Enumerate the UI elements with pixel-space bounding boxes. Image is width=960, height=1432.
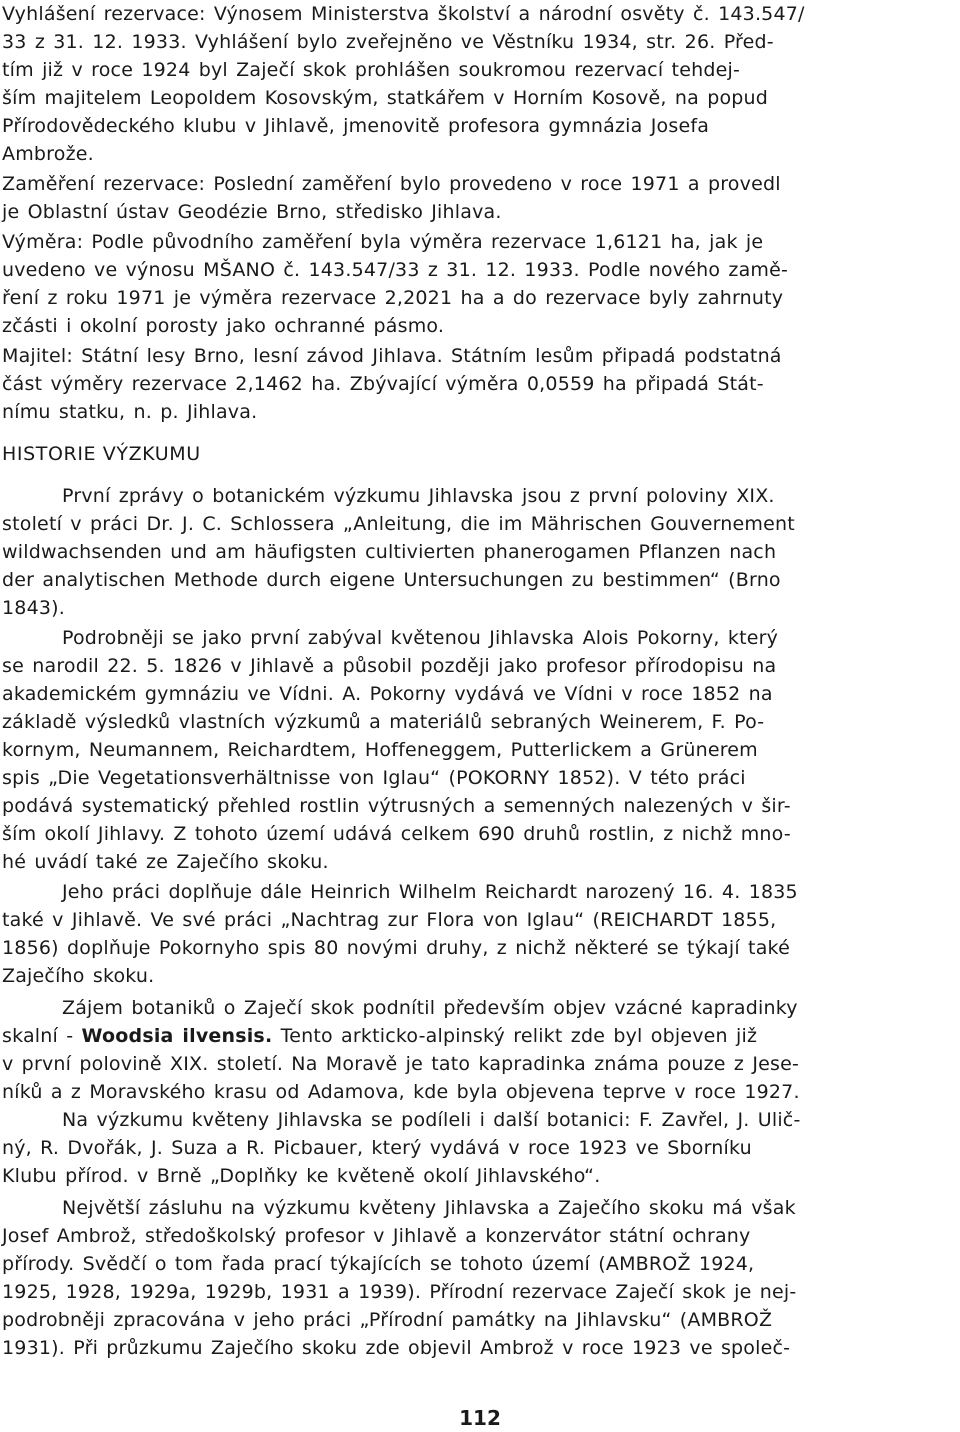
text-line: níků a z Moravského krasu od Adamova, kde byla objevena teprve v roce 1927. (2, 1081, 800, 1103)
text-line: hé uvádí také ze Zaječího skoku. (2, 851, 329, 873)
text-line: ný, R. Dvořák, J. Suza a R. Picbauer, který vydává v roce 1923 ve Sborníku (2, 1137, 752, 1159)
text-line: 1925, 1928, 1929a, 1929b, 1931 a 1939). Přírodní rezervace Zaječí skok je nej- (2, 1281, 797, 1303)
text-line: Josef Ambrož, středoškolský profesor v Jihlavě a konzervátor státní ochrany (2, 1225, 751, 1247)
text-line: 1931). Při průzkumu Zaječího skoku zde objevil Ambrož v roce 1923 ve společ- (2, 1337, 791, 1359)
text-line: ření z roku 1971 je výměra rezervace 2,2021 ha a do rezervace byly zahrnuty (2, 287, 784, 309)
text-line: 1856) doplňuje Pokornyho spis 80 novými druhy, z nichž některé se týkají také (2, 937, 790, 959)
text-line: Největší zásluhu na výzkumu květeny Jihlavska a Zaječího skoku má však (62, 1197, 796, 1219)
text-line: se narodil 22. 5. 1826 v Jihlavě a působil později jako profesor přírodopisu na (2, 655, 777, 677)
text-line: je Oblastní ústav Geodézie Brno, středisko Jihlava. (2, 201, 502, 223)
text-line-species (2, 1022, 958, 1050)
text-line: Vyhlášení rezervace: Výnosem Ministerstva školství a národní osvěty č. 143.547/ (2, 3, 805, 25)
text-line: der analytischen Methode durch eigene Untersuchungen zu bestimmen“ (Brno (2, 569, 781, 591)
text-line: Jeho práci doplňuje dále Heinrich Wilhelm Reichardt narozený 16. 4. 1835 (62, 881, 798, 903)
text-line: podrobněji zpracována v jeho práci „Přírodní památky na Jihlavsku“ (AMBROŽ (2, 1309, 773, 1331)
text-line: ším okolí Jihlavy. Z tohoto území udává celkem 690 druhů rostlin, z nichž mno- (2, 823, 791, 845)
text-line: nímu statku, n. p. Jihlava. (2, 401, 258, 423)
text-line: Zaječího skoku. (2, 965, 155, 987)
text-line: základě výsledků vlastních výzkumů a materiálů sebraných Weinerem, F. Po- (2, 711, 765, 733)
text-line: Zaměření rezervace: Poslední zaměření bylo provedeno v roce 1971 a provedl (2, 173, 781, 195)
text-line: uvedeno ve výnosu MŠANO č. 143.547/33 z 31. 12. 1933. Podle nového zamě- (2, 259, 789, 281)
text-line: První zprávy o botanickém výzkumu Jihlavska jsou z první poloviny XIX. (62, 485, 775, 507)
text-line: Klubu přírod. v Brně „Doplňky ke květeně okolí Jihlavského“. (2, 1165, 601, 1187)
text-line: Přírodovědeckého klubu v Jihlavě, jmenovitě profesora gymnázia Josefa (2, 115, 710, 137)
page-number: 112 (459, 1406, 501, 1430)
text-line: také v Jihlavě. Ve své práci „Nachtrag zur Flora von Iglau“ (REICHARDT 1855, (2, 909, 777, 931)
text-line: tím již v roce 1924 byl Zaječí skok prohlášen soukromou rezervací tehdej- (2, 59, 741, 81)
text-line: podává systematický přehled rostlin výtrusných a semenných nalezených v šir- (2, 795, 791, 817)
section-heading: HISTORIE VÝZKUMU (2, 443, 201, 465)
text-line: Zájem botaniků o Zaječí skok podnítil především objev vzácné kapradinky (62, 997, 798, 1019)
text-line: akademickém gymnáziu ve Vídni. A. Pokorny vydává ve Vídni v roce 1852 na (2, 683, 773, 705)
text-line: zčásti i okolní porosty jako ochranné pásmo. (2, 315, 445, 337)
text-line: 1843). (2, 597, 66, 619)
text-fragment: Tento arkticko-alpinský relikt zde byl objeven již (272, 1025, 758, 1047)
text-line: Podrobněji se jako první zabýval květenou Jihlavska Alois Pokorny, který (62, 627, 779, 649)
text-line: přírody. Svědčí o tom řada prací týkajících se tohoto území (AMBROŽ 1924, (2, 1253, 755, 1275)
text-line: ším majitelem Leopoldem Kosovským, statkářem v Horním Kosově, na popud (2, 87, 769, 109)
species-name-bold: Woodsia ilvensis. (81, 1025, 273, 1047)
text-line: Na výzkumu květeny Jihlavska se podíleli i další botanici: F. Zavřel, J. Ulič- (62, 1109, 801, 1131)
text-line: wildwachsenden und am häufigsten cultivierten phanerogamen Pflanzen nach (2, 541, 777, 563)
text-fragment: skalní - (2, 1025, 82, 1047)
text-line: Ambrože. (2, 143, 94, 165)
text-line: v první polovině XIX. století. Na Moravě je tato kapradinka známa pouze z Jese- (2, 1053, 800, 1075)
text-line: spis „Die Vegetationsverhältnisse von Iglau“ (POKORNY 1852). V této práci (2, 767, 746, 789)
text-line: kornym, Neumannem, Reichardtem, Hoffeneggem, Putterlickem a Grünerem (2, 739, 758, 761)
text-line: Majitel: Státní lesy Brno, lesní závod Jihlava. Státním lesům připadá podstatná (2, 345, 782, 367)
text-line: století v práci Dr. J. C. Schlossera „Anleitung, die im Mährischen Gouvernement (2, 513, 795, 535)
text-line: část výměry rezervace 2,1462 ha. Zbývající výměra 0,0559 ha připadá Stát- (2, 373, 764, 395)
text-line: Výměra: Podle původního zaměření byla výměra rezervace 1,6121 ha, jak je (2, 231, 764, 253)
text-line: 33 z 31. 12. 1933. Vyhlášení bylo zveřejněno ve Věstníku 1934, str. 26. Před- (2, 31, 774, 53)
